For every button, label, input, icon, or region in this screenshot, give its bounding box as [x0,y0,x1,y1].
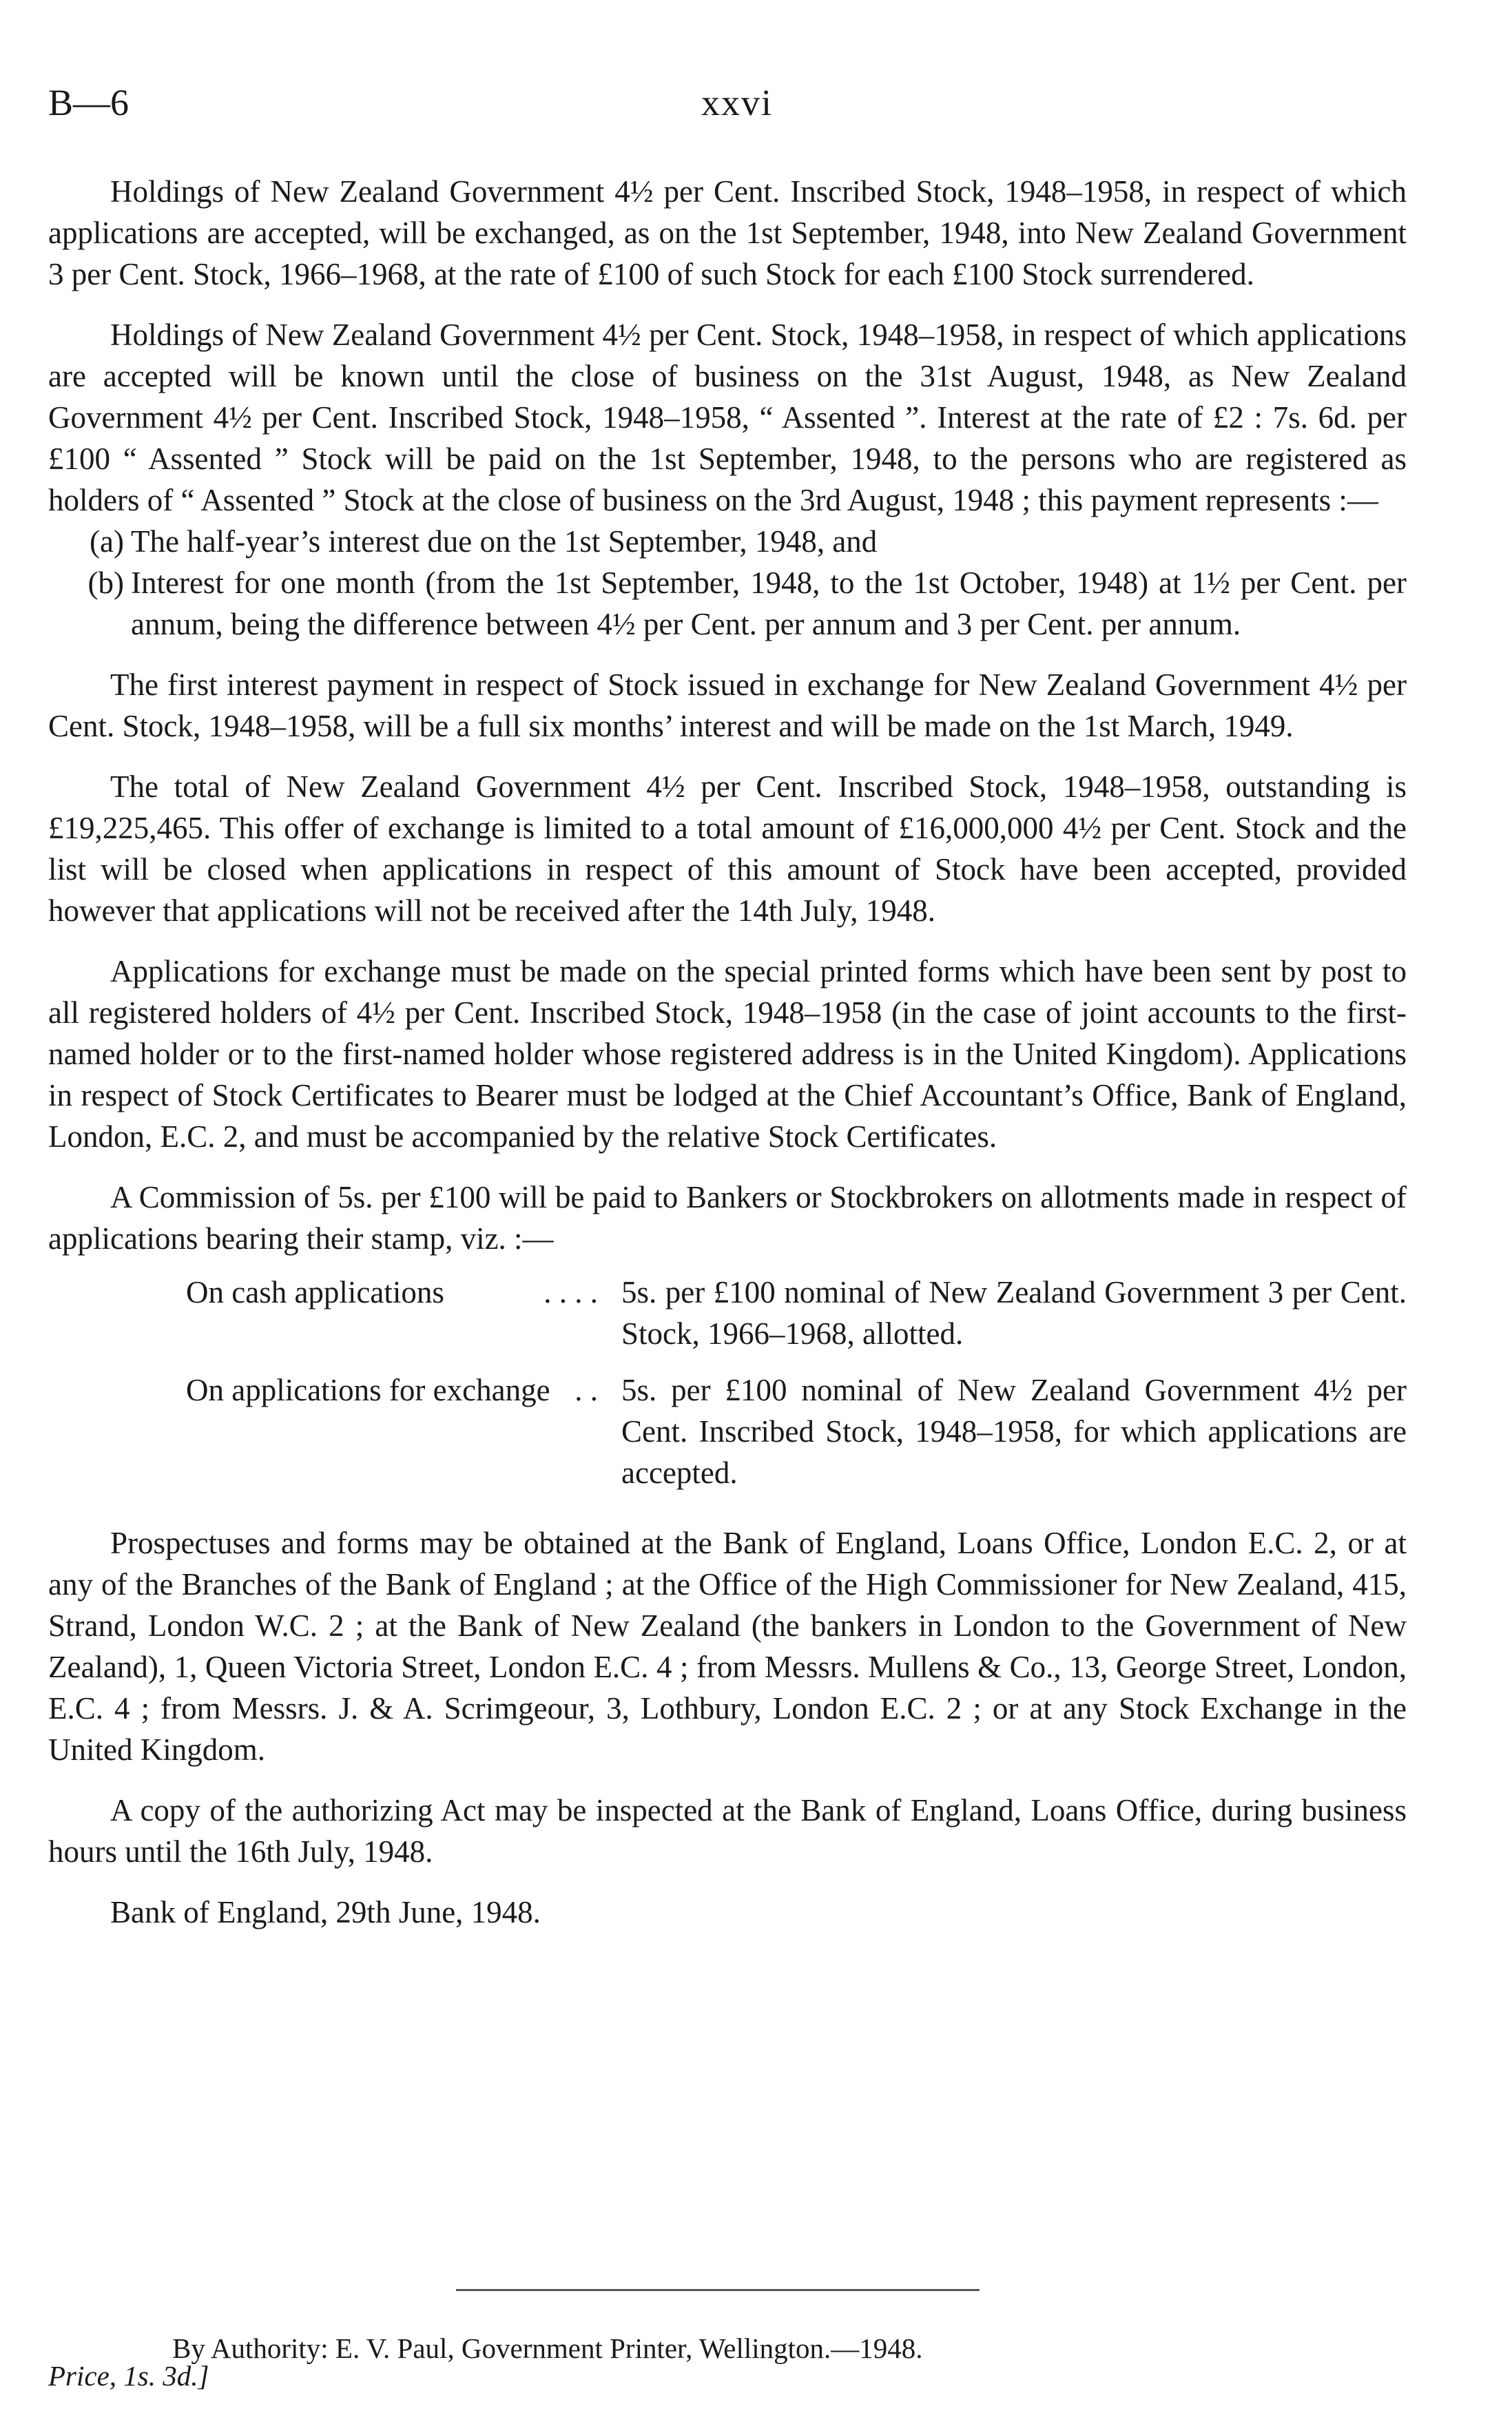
paragraph-exchange-terms: Holdings of New Zealand Government 4½ per Cent. Inscribed Stock, 1948–1958, in respect of which applications are accepted, will be exchanged, as on the 1st September, 1948, into New Zealand Government 3 per Cent. Stock, 1966–1968, at the rate of £100 of such Stock for each £100 Stock surrendered. [48,174,1407,291]
commission-row [48,1369,1407,1493]
paragraph-authorizing-act: A copy of the authorizing Act may be inspected at the Bank of England, Loans Office, during business hours until the 16th July, 1948. [48,1793,1407,1869]
commission-row [48,1272,1407,1354]
commission-row-text: 5s. per £100 nominal of New Zealand Government 3 per Cent. Stock, 1966–1968, allotted. [621,1275,1407,1351]
page-header [48,81,1426,136]
printer-authority: By Authority: E. V. Paul, Government Printer, Wellington.—1948. [172,2332,923,2364]
leader-dots: . . [574,1373,598,1407]
paragraph-commission: A Commission of 5s. per £100 will be paid to Bankers or Stockbrokers on allotments made in respect of applications bearing their stamp, viz. :— [48,1180,1407,1256]
paragraph-assented-stock: Holdings of New Zealand Government 4½ per Cent. Stock, 1948–1958, in respect of which applications are accepted will be known until the close of business on the 31st August, 1948, as New Zealand Government 4½ per Cent. Inscribed Stock, 1948–1958, “ Assented ”. Interest at the rate of £2 : 7s. 6d. per £100 “ Assented ” Stock will be paid on the 1st September, 1948, to the persons who are registered as holders of “ Assented ” Stock at the close of business on the 3rd August, 1948 ; this payment represents :— [48,318,1407,517]
footer-divider [456,2289,980,2291]
payment-breakdown-list [48,521,1407,645]
paragraph-total-outstanding: The total of New Zealand Government 4½ per Cent. Inscribed Stock, 1948–1958, outstanding is £19,225,465. This offer of exchange is limited to a total amount of £16,000,000 4½ per Cent. Stock and the list will be closed when applications in respect of this amount of Stock have been accepted, provided however that applications will not be received after the 14th July, 1948. [48,769,1407,928]
list-item-text: The half-year’s interest due on the 1st September, 1948, and [131,524,878,559]
list-item [48,562,1407,645]
price-note: Price, 1s. 3d.] [48,2360,209,2392]
commission-row-label: On applications for exchange [186,1373,550,1407]
list-item-text: Interest for one month (from the 1st September, 1948, to the 1st October, 1948) at 1½ per Cent. per annum, being the difference between 4½ per Cent. per annum and 3 per Cent. per annum. [131,566,1407,641]
page-reference: B—6 [48,82,130,123]
paragraph-first-interest: The first interest payment in respect of Stock issued in exchange for New Zealand Government 4½ per Cent. Stock, 1948–1958, will be a full six months’ interest and will be made on the 1st March, 1949. [48,667,1407,743]
commission-table [48,1272,1407,1493]
list-item [48,521,1407,562]
page-number: xxvi [701,82,773,123]
list-item-label: (b) [87,566,124,600]
list-item-label: (a) [90,524,124,559]
paragraph-prospectus-locations: Prospectuses and forms may be obtained at the Bank of England, Loans Office, London E.C. 2, or at any of the Branches of the Bank of England ; at the Office of the High Commissioner for New Zealand, 415, Strand, London W.C. 2 ; at the Bank of New Zealand (the bankers in London to the Government of New Zealand), 1, Queen Victoria Street, London E.C. 4 ; from Messrs. Mullens & Co., 13, George Street, London, E.C. 4 ; from Messrs. J. & A. Scrimgeour, 3, Lothbury, London E.C. 2 ; or at any Stock Exchange in the United Kingdom. [48,1526,1407,1767]
paragraph-date-signature: Bank of England, 29th June, 1948. [110,1895,541,1929]
commission-row-label: On cash applications [186,1275,444,1309]
leader-dots: . . . . [543,1275,598,1309]
document-body [48,171,1407,1933]
commission-row-text: 5s. per £100 nominal of New Zealand Government 4½ per Cent. Inscribed Stock, 1948–1958, for which applications are accepted. [621,1373,1407,1490]
paragraph-application-procedure: Applications for exchange must be made on the special printed forms which have been sent by post to all registered holders of 4½ per Cent. Inscribed Stock, 1948–1958 (in the case of joint accounts to the first-named holder or to the first-named holder whose registered address is in the United Kingdom). Applications in respect of Stock Certificates to Bearer must be lodged at the Chief Accountant’s Office, Bank of England, London, E.C. 2, and must be accompanied by the relative Stock Certificates. [48,954,1407,1154]
